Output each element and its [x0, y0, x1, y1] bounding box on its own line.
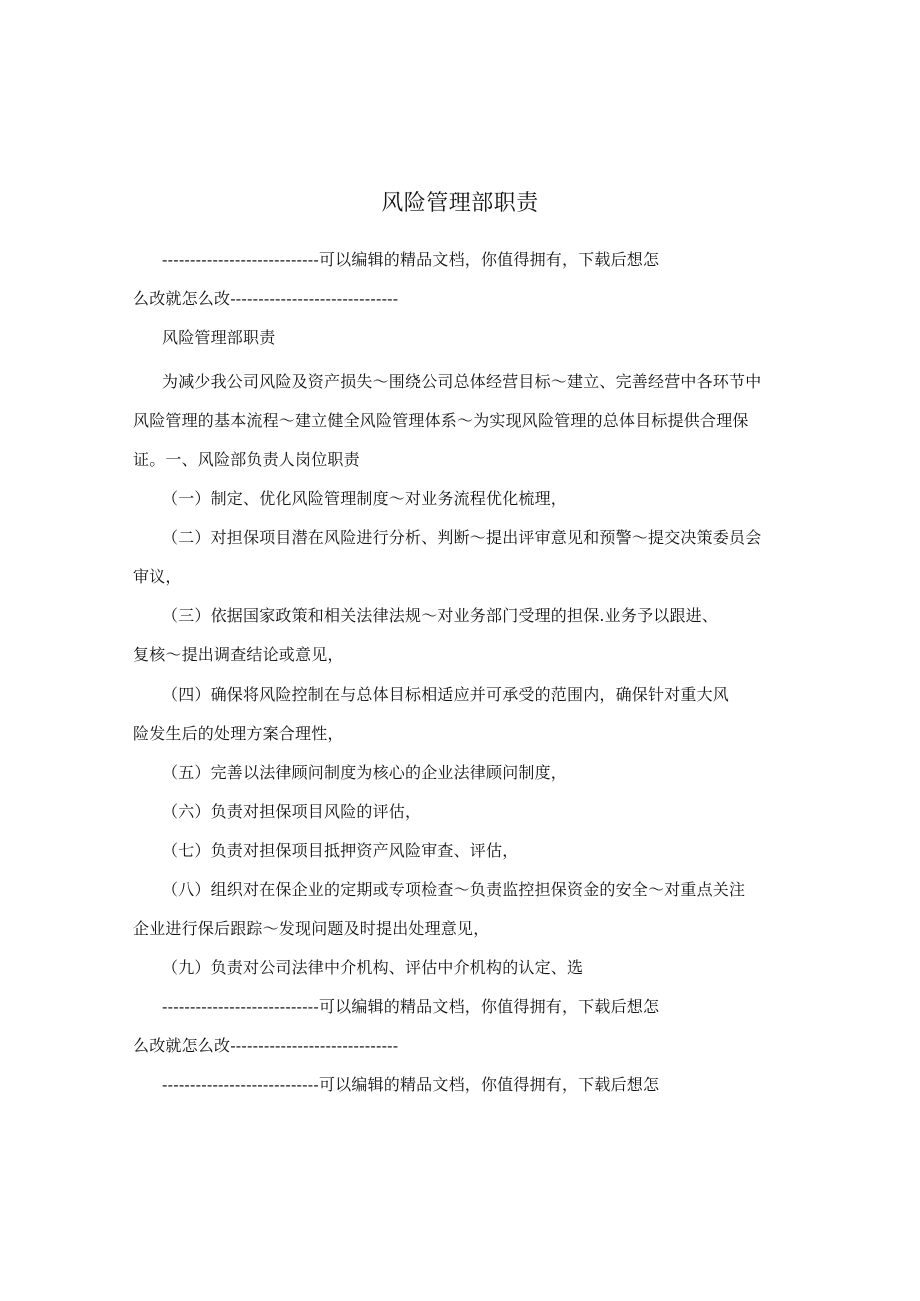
- list-item-continuation: 险发生后的处理方案合理性，: [133, 724, 344, 743]
- watermark-line: ----------------------------可以编辑的精品文档，你值得拥有，下载后想怎: [162, 250, 660, 269]
- list-item-continuation: 企业进行保后跟踪～发现问题及时提出处理意见，: [133, 919, 490, 938]
- body-paragraph-line: 风险管理的基本流程～建立健全风险管理体系～为实现风险管理的总体目标提供合理保: [133, 411, 749, 430]
- body-paragraph-line: 证。一、风险部负责人岗位职责: [133, 450, 360, 469]
- list-item: （五）完善以法律顾问制度为核心的企业法律顾问制度，: [162, 763, 568, 782]
- list-item: （七）负责对担保项目抵押资产风险审查、评估，: [162, 841, 519, 860]
- list-item: （三）依据国家政策和相关法律法规～对业务部门受理的担保.业务予以跟进、: [162, 606, 719, 625]
- list-item: （八）组织对在保企业的定期或专项检查～负责监控担保资金的安全～对重点关注: [162, 880, 746, 899]
- list-item: （二）对担保项目潜在风险进行分析、判断～提出评审意见和预警～提交决策委员会: [162, 528, 762, 547]
- watermark-line: 么改就怎么改------------------------------: [133, 1036, 399, 1055]
- list-item: （一）制定、优化风险管理制度～对业务流程优化梳理，: [162, 489, 568, 508]
- watermark-line: ----------------------------可以编辑的精品文档，你值得拥有，下载后想怎: [162, 997, 660, 1016]
- page-title: 风险管理部职责: [381, 191, 539, 216]
- watermark-line: ----------------------------可以编辑的精品文档，你值得拥有，下载后想怎: [162, 1075, 660, 1094]
- section-heading: 风险管理部职责: [162, 328, 276, 347]
- list-item: （四）确保将风险控制在与总体目标相适应并可承受的范围内，确保针对重大风: [162, 685, 730, 704]
- list-item: （九）负责对公司法律中介机构、评估中介机构的认定、选: [162, 958, 584, 977]
- body-paragraph-line: 为减少我公司风险及资产损失～围绕公司总体经营目标～建立、完善经营中各环节中: [162, 372, 762, 391]
- list-item-continuation: 审议，: [133, 567, 182, 586]
- watermark-line: 么改就怎么改------------------------------: [133, 289, 399, 308]
- list-item: （六）负责对担保项目风险的评估，: [162, 802, 422, 821]
- list-item-continuation: 复核～提出调查结论或意见，: [133, 645, 344, 664]
